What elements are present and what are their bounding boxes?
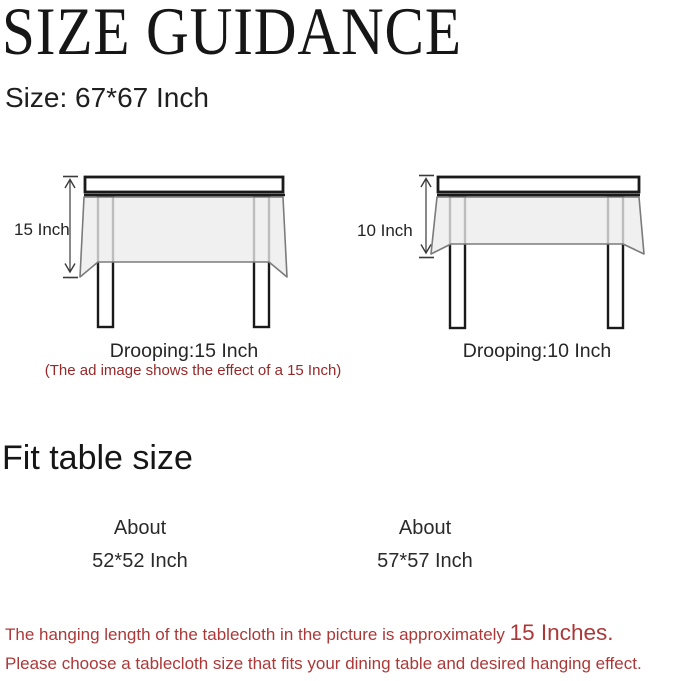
fit-size-left: 52*52 Inch bbox=[92, 550, 188, 572]
table-figure-15-inch bbox=[63, 177, 287, 328]
drooping-caption-right: Drooping:10 Inch bbox=[462, 340, 612, 362]
drooping-caption-left: Drooping:15 Inch bbox=[109, 340, 259, 362]
footer-choose-size-line: Please choose a tablecloth size that fits your dining table and desired hanging effect. bbox=[5, 654, 642, 673]
footer-line1-text: The hanging length of the tablecloth in the picture is approximately bbox=[5, 625, 510, 644]
fit-about-left: About bbox=[113, 517, 167, 539]
drop-measure-label-right: 10 Inch bbox=[357, 221, 413, 240]
page-title: SIZE GUIDANCE bbox=[2, 0, 462, 69]
fit-about-right: About bbox=[398, 517, 452, 539]
tabletop bbox=[85, 177, 283, 192]
fit-table-size-heading: Fit table size bbox=[2, 439, 193, 477]
ad-image-note: (The ad image shows the effect of a 15 Inch) bbox=[44, 362, 342, 379]
product-size-label: Size: 67*67 Inch bbox=[5, 82, 209, 113]
footer-line1-highlight: 15 Inches. bbox=[509, 620, 614, 645]
footer-hanging-length-line bbox=[5, 619, 613, 646]
fit-size-right: 57*57 Inch bbox=[377, 550, 473, 572]
table-figure-10-inch bbox=[419, 176, 644, 329]
tabletop bbox=[438, 177, 639, 192]
drop-measure-label-left: 15 Inch bbox=[14, 220, 70, 239]
